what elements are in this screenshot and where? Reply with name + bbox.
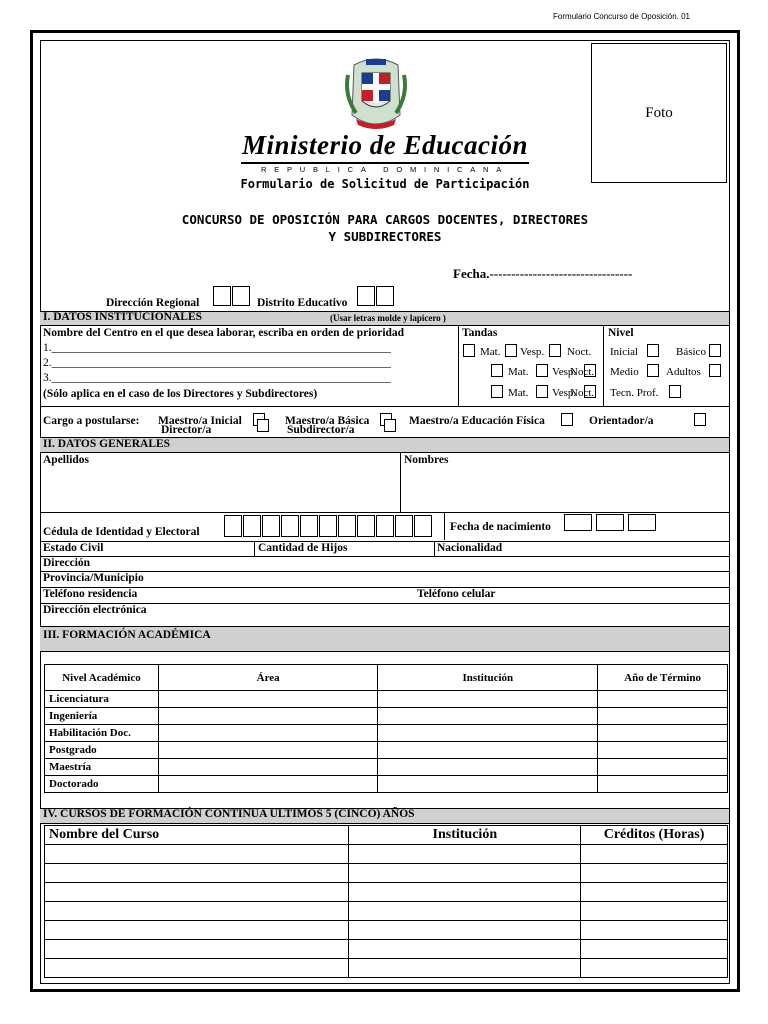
ministry-underline bbox=[241, 162, 529, 164]
cell[interactable] bbox=[45, 845, 349, 864]
row-label: Doctorado bbox=[45, 776, 159, 793]
form-title: Formulario de Solicitud de Participación bbox=[240, 177, 530, 191]
cedula-box[interactable] bbox=[281, 515, 299, 537]
cell[interactable] bbox=[378, 708, 598, 725]
cargo-maestro-basica: Maestro/a Básica bbox=[285, 415, 370, 427]
divider bbox=[40, 587, 730, 588]
cell[interactable] bbox=[378, 725, 598, 742]
nivel-checkbox[interactable] bbox=[647, 344, 659, 357]
fecha-nac-label: Fecha de nacimiento bbox=[450, 521, 551, 533]
direccion-label[interactable]: Dirección bbox=[43, 557, 91, 569]
ministry-name: Ministerio de Educación bbox=[241, 130, 529, 160]
cell[interactable] bbox=[349, 959, 581, 978]
cell[interactable] bbox=[45, 883, 349, 902]
section4-title: IV. CURSOS DE FORMACIÓN CONTINUA ULTIMOS 5 (CINCO) AÑOS bbox=[43, 808, 415, 820]
nivel-medio-label: Medio bbox=[610, 366, 639, 378]
row-label: Habilitación Doc. bbox=[45, 725, 159, 742]
divider bbox=[40, 541, 730, 542]
table-row bbox=[45, 940, 728, 959]
section3-title: III. FORMACIÓN ACADÉMICA bbox=[43, 629, 211, 641]
nivel-divider bbox=[603, 326, 604, 406]
nivel-basico-label: Básico bbox=[676, 346, 706, 358]
academic-table bbox=[44, 664, 728, 793]
nacionalidad-label[interactable]: Nacionalidad bbox=[437, 542, 503, 554]
section1-note: (Usar letras molde y lapicero ) bbox=[330, 313, 446, 323]
center-line-3[interactable]: 3.___________________________________________________________ bbox=[43, 372, 391, 384]
col-curso: Nombre del Curso bbox=[45, 826, 349, 845]
cedula-label: Cédula de Identidad y Electoral bbox=[43, 526, 200, 538]
cedula-box[interactable] bbox=[224, 515, 242, 537]
cedula-box[interactable] bbox=[395, 515, 413, 537]
cell[interactable] bbox=[158, 742, 378, 759]
regional-box-2[interactable] bbox=[232, 286, 250, 306]
col-ano: Año de Término bbox=[598, 665, 728, 691]
tanda-checkbox[interactable] bbox=[491, 364, 503, 377]
distrito-label: Distrito Educativo bbox=[257, 297, 348, 309]
coat-of-arms-logo bbox=[342, 55, 410, 133]
fecha-nac-month[interactable] bbox=[596, 514, 624, 531]
table-row bbox=[45, 845, 728, 864]
cargo-label: Cargo a postularse: bbox=[43, 415, 140, 427]
cargo-checkbox[interactable] bbox=[384, 419, 396, 432]
nivel-adultos-label: Adultos bbox=[666, 366, 701, 378]
cell[interactable] bbox=[158, 776, 378, 793]
cell[interactable] bbox=[349, 902, 581, 921]
cell[interactable] bbox=[378, 759, 598, 776]
cargo-maestro-inicial: Maestro/a Inicial bbox=[158, 415, 242, 427]
cell[interactable] bbox=[45, 959, 349, 978]
col-creditos: Créditos (Horas) bbox=[581, 826, 728, 845]
cell[interactable] bbox=[581, 921, 728, 940]
fecha-nac-year[interactable] bbox=[628, 514, 656, 531]
section2-title: II. DATOS GENERALES bbox=[43, 438, 171, 450]
divider bbox=[444, 512, 445, 540]
divider bbox=[40, 512, 730, 513]
courses-header-row bbox=[45, 826, 728, 845]
divider bbox=[40, 556, 730, 557]
contest-title-line-1: CONCURSO DE OPOSICIÓN PARA CARGOS DOCENTES, DIRECTORES bbox=[181, 212, 589, 227]
distrito-box-2[interactable] bbox=[376, 286, 394, 306]
tanda-checkbox[interactable] bbox=[549, 344, 561, 357]
tanda-mat-label: Mat. bbox=[508, 366, 529, 378]
cedula-box[interactable] bbox=[357, 515, 375, 537]
table-row bbox=[45, 864, 728, 883]
photo-box[interactable] bbox=[591, 43, 727, 183]
cell[interactable] bbox=[158, 725, 378, 742]
center-line-2[interactable]: 2.___________________________________________________________ bbox=[43, 357, 391, 369]
cargo-subdirector: Subdirector/a bbox=[287, 424, 355, 436]
table-row bbox=[45, 725, 728, 742]
cedula-box[interactable] bbox=[319, 515, 337, 537]
nivel-tecn-label: Tecn. Prof. bbox=[610, 387, 659, 399]
table-row bbox=[45, 959, 728, 978]
contest-title bbox=[80, 211, 690, 245]
tanda-vesp-label: Vesp. bbox=[552, 387, 577, 399]
tanda-checkbox[interactable] bbox=[536, 385, 548, 398]
cedula-box[interactable] bbox=[243, 515, 261, 537]
col-institucion: Institución bbox=[378, 665, 598, 691]
cell[interactable] bbox=[598, 708, 728, 725]
divider bbox=[254, 541, 255, 556]
apellidos-label[interactable]: Apellidos bbox=[43, 454, 90, 466]
cell[interactable] bbox=[158, 691, 378, 708]
divider bbox=[434, 541, 435, 556]
table-row bbox=[45, 883, 728, 902]
cell[interactable] bbox=[581, 883, 728, 902]
cell[interactable] bbox=[581, 902, 728, 921]
cargo-maestro-ef: Maestro/a Educación Física bbox=[409, 415, 545, 427]
cedula-box[interactable] bbox=[338, 515, 356, 537]
regional-box-1[interactable] bbox=[213, 286, 231, 306]
fecha-field[interactable]: Fecha.--------------------------------- bbox=[453, 266, 633, 281]
cedula-box[interactable] bbox=[414, 515, 432, 537]
tandas-label: Tandas bbox=[462, 327, 498, 339]
center-line-1[interactable]: 1.___________________________________________________________ bbox=[43, 342, 391, 354]
tanda-noct-label: Noct. bbox=[567, 346, 592, 358]
nivel-checkbox[interactable] bbox=[709, 344, 721, 357]
nivel-inicial-label: Inicial bbox=[610, 346, 639, 358]
cell[interactable] bbox=[158, 759, 378, 776]
nivel-checkbox[interactable] bbox=[647, 364, 659, 377]
cell[interactable] bbox=[158, 708, 378, 725]
hijos-label[interactable]: Cantidad de Hijos bbox=[258, 542, 348, 554]
cell[interactable] bbox=[45, 921, 349, 940]
cell[interactable] bbox=[349, 845, 581, 864]
nivel-checkbox[interactable] bbox=[709, 364, 721, 377]
directors-note: (Sólo aplica en el caso de los Directores y Subdirectores) bbox=[43, 388, 318, 400]
cell[interactable] bbox=[45, 864, 349, 883]
cargo-checkbox[interactable] bbox=[257, 419, 269, 432]
row-label: Postgrado bbox=[45, 742, 159, 759]
nivel-checkbox[interactable] bbox=[669, 385, 681, 398]
cedula-box[interactable] bbox=[262, 515, 280, 537]
divider bbox=[40, 406, 730, 407]
center-label: Nombre del Centro en el que desea laborar, escriba en orden de prioridad bbox=[43, 327, 405, 339]
divider bbox=[400, 453, 401, 513]
nivel-label: Nivel bbox=[608, 327, 634, 339]
tanda-noct-label: Noct. bbox=[570, 366, 595, 378]
cell[interactable] bbox=[349, 883, 581, 902]
cell[interactable] bbox=[378, 691, 598, 708]
col-institucion: Institución bbox=[349, 826, 581, 845]
cell[interactable] bbox=[45, 902, 349, 921]
row-label: Ingeniería bbox=[45, 708, 159, 725]
tandas-divider bbox=[458, 326, 459, 406]
row-label: Licenciatura bbox=[45, 691, 159, 708]
regional-label: Dirección Regional bbox=[106, 297, 200, 309]
republic-label: REPUBLICA DOMINICANA bbox=[260, 165, 510, 174]
provincia-label[interactable]: Provincia/Municipio bbox=[43, 572, 144, 584]
table-row bbox=[45, 708, 728, 725]
tanda-checkbox[interactable] bbox=[536, 364, 548, 377]
table-row bbox=[45, 776, 728, 793]
cell[interactable] bbox=[349, 940, 581, 959]
photo-label: Foto bbox=[645, 104, 673, 121]
cell[interactable] bbox=[349, 921, 581, 940]
cedula-box[interactable] bbox=[300, 515, 318, 537]
cell[interactable] bbox=[378, 776, 598, 793]
courses-table bbox=[44, 825, 728, 978]
section1-title: I. DATOS INSTITUCIONALES bbox=[43, 311, 203, 323]
tanda-mat-label: Mat. bbox=[508, 387, 529, 399]
cell[interactable] bbox=[598, 691, 728, 708]
contest-title-line-2: Y SUBDIRECTORES bbox=[328, 229, 442, 244]
cell[interactable] bbox=[598, 742, 728, 759]
row-label: Maestría bbox=[45, 759, 159, 776]
tanda-mat-label: Mat. bbox=[480, 346, 501, 358]
academic-header-row bbox=[45, 665, 728, 691]
cell[interactable] bbox=[581, 940, 728, 959]
cell[interactable] bbox=[598, 725, 728, 742]
cell[interactable] bbox=[581, 864, 728, 883]
table-row bbox=[45, 759, 728, 776]
tanda-checkbox[interactable] bbox=[463, 344, 475, 357]
tel-res-label[interactable]: Teléfono residencia bbox=[43, 588, 138, 600]
tanda-checkbox[interactable] bbox=[491, 385, 503, 398]
cell[interactable] bbox=[45, 940, 349, 959]
cell[interactable] bbox=[581, 845, 728, 864]
form-code: Formulario Concurso de Oposición. 01 bbox=[553, 12, 690, 21]
distrito-box-1[interactable] bbox=[357, 286, 375, 306]
tanda-vesp-label: Vesp. bbox=[520, 346, 545, 358]
table-row bbox=[45, 742, 728, 759]
tel-cel-label[interactable]: Teléfono celular bbox=[417, 588, 496, 600]
cell[interactable] bbox=[349, 864, 581, 883]
cell[interactable] bbox=[378, 742, 598, 759]
col-area: Área bbox=[158, 665, 378, 691]
cell[interactable] bbox=[598, 776, 728, 793]
table-row bbox=[45, 691, 728, 708]
cargo-checkbox[interactable] bbox=[561, 413, 573, 426]
cargo-checkbox[interactable] bbox=[694, 413, 706, 426]
cargo-orientador: Orientador/a bbox=[589, 415, 654, 427]
cell[interactable] bbox=[598, 759, 728, 776]
email-label[interactable]: Dirección electrónica bbox=[43, 604, 147, 616]
estado-civil-label[interactable]: Estado Civil bbox=[43, 542, 104, 554]
nombres-label[interactable]: Nombres bbox=[404, 454, 449, 466]
tanda-checkbox[interactable] bbox=[505, 344, 517, 357]
tanda-noct-label: Noct. bbox=[570, 387, 595, 399]
table-row bbox=[45, 902, 728, 921]
table-row bbox=[45, 921, 728, 940]
fecha-nac-day[interactable] bbox=[564, 514, 592, 531]
cargo-director: Director/a bbox=[161, 424, 212, 436]
col-nivel: Nivel Académico bbox=[45, 665, 159, 691]
cell[interactable] bbox=[581, 959, 728, 978]
cedula-box[interactable] bbox=[376, 515, 394, 537]
tanda-vesp-label: Vesp. bbox=[552, 366, 577, 378]
